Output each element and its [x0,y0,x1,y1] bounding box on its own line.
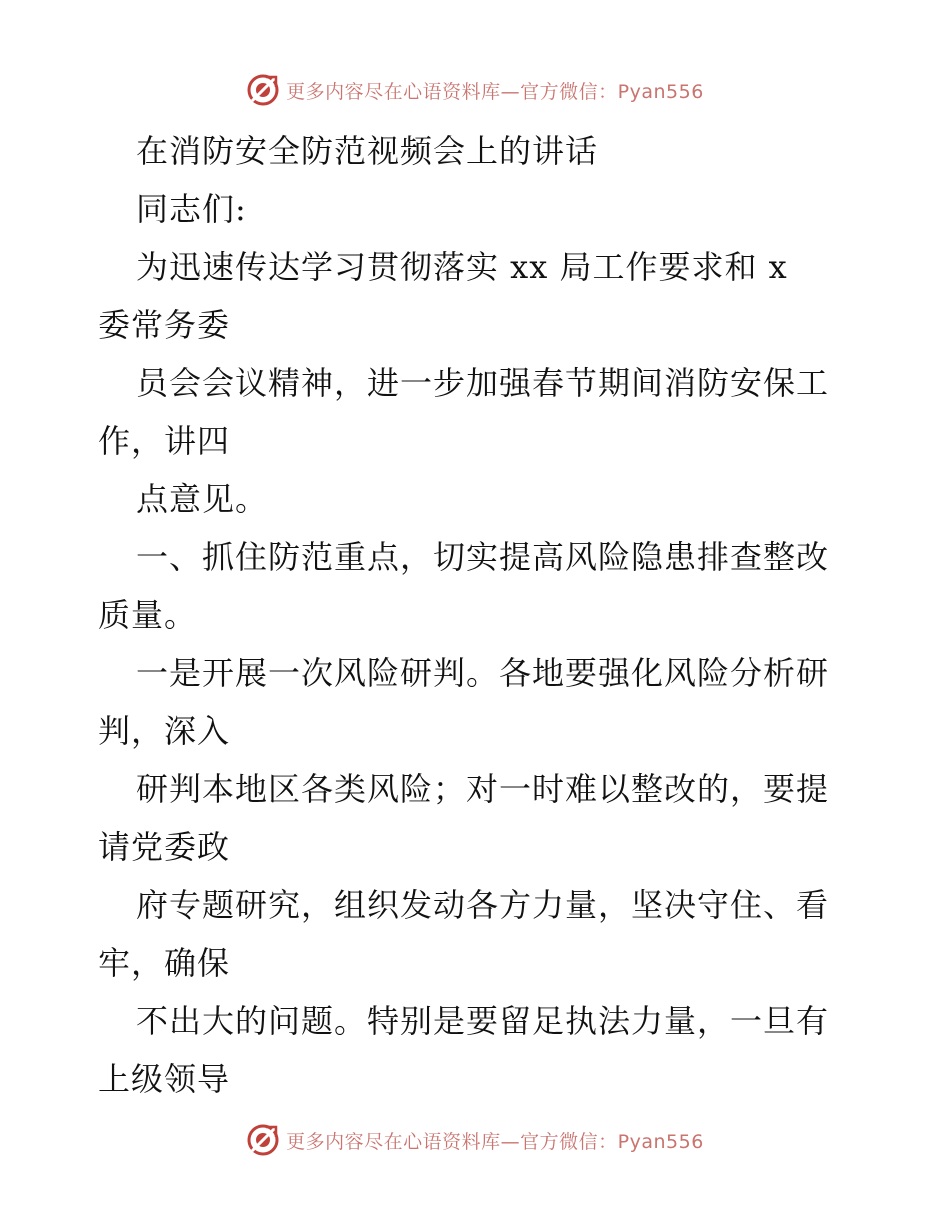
document-line: 在消防安全防范视频会上的讲话 [136,132,599,170]
document-line: 上级领导 [98,1060,231,1098]
footer-watermark-banner [0,1120,950,1160]
brand-logo-icon [246,1123,280,1157]
document-line: 一、抓住防范重点，切实提高风险隐患排查整改 [136,538,830,576]
document-line: 不出大的问题。特别是要留足执法力量，一旦有 [136,1002,830,1040]
document-line: 质量。 [98,596,198,634]
header-watermark-text: 更多内容尽在心语资料库—官方微信：Pyan556 [286,80,704,103]
document-line: 点意见。 [136,480,269,518]
document-line: 牢，确保 [98,944,231,982]
document-line: 府专题研究，组织发动各方力量，坚决守住、看 [136,886,830,924]
header-watermark-banner [0,70,950,110]
document-line: 作，讲四 [98,422,231,460]
document-line: 为迅速传达学习贯彻落实 xx 局工作要求和 x [136,248,788,286]
document-line: 一是开展一次风险研判。各地要强化风险分析研 [136,654,830,692]
document-line: 委常务委 [98,306,231,344]
footer-watermark-text: 更多内容尽在心语资料库—官方微信：Pyan556 [286,1130,704,1153]
document-line: 员会会议精神，进一步加强春节期间消防安保工 [136,364,830,402]
document-line: 研判本地区各类风险；对一时难以整改的，要提 [136,770,830,808]
document-line: 判，深入 [98,712,231,750]
document-body [98,122,858,1108]
document-line: 请党委政 [98,828,231,866]
brand-logo-icon [246,73,280,107]
document-line: 同志们: [136,190,247,228]
